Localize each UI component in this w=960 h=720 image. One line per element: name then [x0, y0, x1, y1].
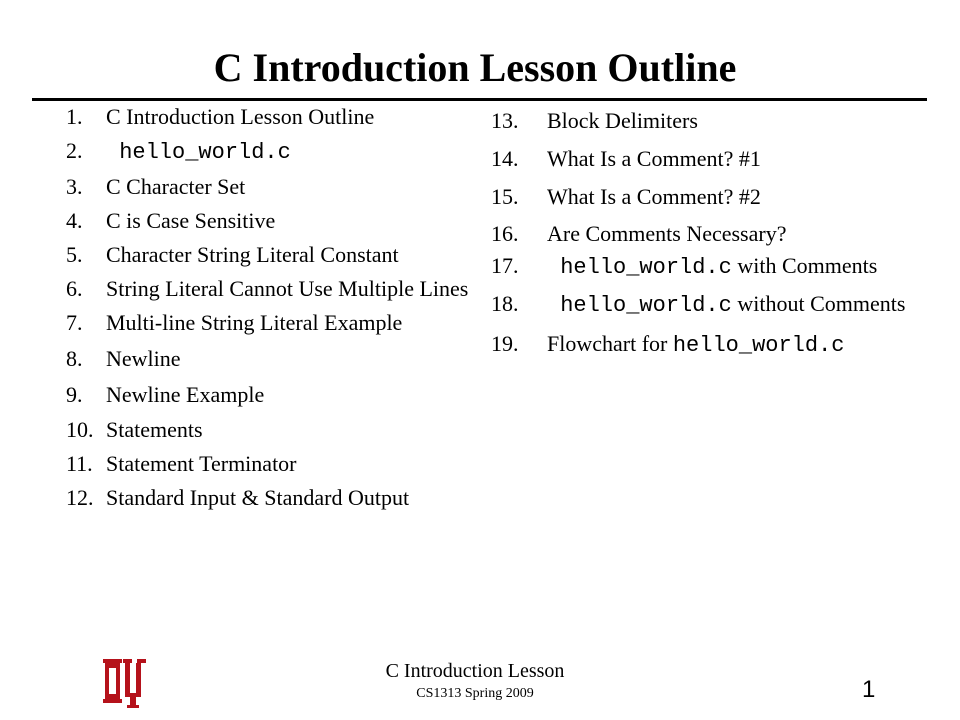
- outline-item: [66, 310, 476, 336]
- item-number: 10.: [66, 417, 94, 442]
- item-text: with Comments: [731, 253, 878, 278]
- item-code: hello_world.c: [547, 293, 732, 318]
- item-text: C Introduction Lesson Outline: [106, 104, 375, 129]
- page-number: 1: [862, 676, 876, 703]
- item-text: Multi-line String Literal Example: [106, 310, 403, 335]
- item-code: hello_world.c: [547, 255, 732, 280]
- item-number: 19.: [491, 331, 519, 356]
- outline-list-left: [66, 104, 476, 511]
- footer-lesson-title: C Introduction Lesson: [385, 660, 565, 682]
- item-text: without Comments: [731, 291, 906, 316]
- outline-item: [66, 382, 476, 408]
- outline-item: [66, 208, 476, 234]
- outline-item: [66, 104, 476, 130]
- slide-title: C Introduction Lesson Outline: [213, 45, 737, 90]
- outline-item: [66, 346, 476, 372]
- item-text: Newline Example: [106, 382, 265, 407]
- outline-item: [66, 138, 476, 166]
- item-code: hello_world.c: [106, 140, 291, 165]
- title-divider: [32, 98, 927, 101]
- item-number: 7.: [66, 310, 83, 335]
- outline-item: [66, 174, 476, 200]
- item-number: 4.: [66, 208, 83, 233]
- item-text: Statements: [106, 417, 203, 442]
- outline-item: [491, 329, 911, 361]
- outline-item: [66, 451, 476, 477]
- item-number: 17.: [491, 253, 519, 278]
- item-code: hello_world.c: [672, 333, 845, 358]
- outline-item: [66, 485, 476, 511]
- item-text: Statement Terminator: [106, 451, 297, 476]
- item-text: C is Case Sensitive: [106, 208, 276, 233]
- item-number: 8.: [66, 346, 83, 371]
- item-number: 13.: [491, 108, 519, 133]
- item-number: 12.: [66, 485, 94, 510]
- item-number: 5.: [66, 242, 83, 267]
- item-number: 18.: [491, 291, 519, 316]
- item-number: 16.: [491, 221, 519, 246]
- item-number: 11.: [66, 451, 93, 476]
- item-text: What Is a Comment? #2: [547, 184, 761, 209]
- item-number: 3.: [66, 174, 83, 199]
- outline-item: [491, 289, 911, 321]
- outline-item: [491, 106, 911, 136]
- outline-item: [66, 276, 476, 302]
- footer-course-info: CS1313 Spring 2009: [416, 686, 534, 701]
- outline-item: [491, 251, 911, 283]
- item-text: Flowchart for: [547, 331, 673, 356]
- item-text: Newline: [106, 346, 181, 371]
- item-number: 9.: [66, 382, 83, 407]
- item-text: Are Comments Necessary?: [547, 221, 787, 246]
- item-text: Character String Literal Constant: [106, 242, 399, 267]
- item-text: String Literal Cannot Use Multiple Lines: [106, 276, 469, 301]
- item-text: What Is a Comment? #1: [547, 146, 761, 171]
- outline-item: [491, 219, 911, 249]
- item-text: Standard Input & Standard Output: [106, 485, 410, 510]
- outline-item: [66, 242, 476, 268]
- item-number: 15.: [491, 184, 519, 209]
- item-number: 14.: [491, 146, 519, 171]
- item-number: 1.: [66, 104, 83, 129]
- outline-item: [491, 182, 911, 212]
- item-number: 6.: [66, 276, 83, 301]
- item-text: Block Delimiters: [547, 108, 698, 133]
- outline-item: [491, 144, 911, 174]
- outline-list-right: [491, 106, 911, 361]
- item-text: C Character Set: [106, 174, 246, 199]
- item-number: 2.: [66, 138, 83, 163]
- outline-item: [66, 417, 476, 443]
